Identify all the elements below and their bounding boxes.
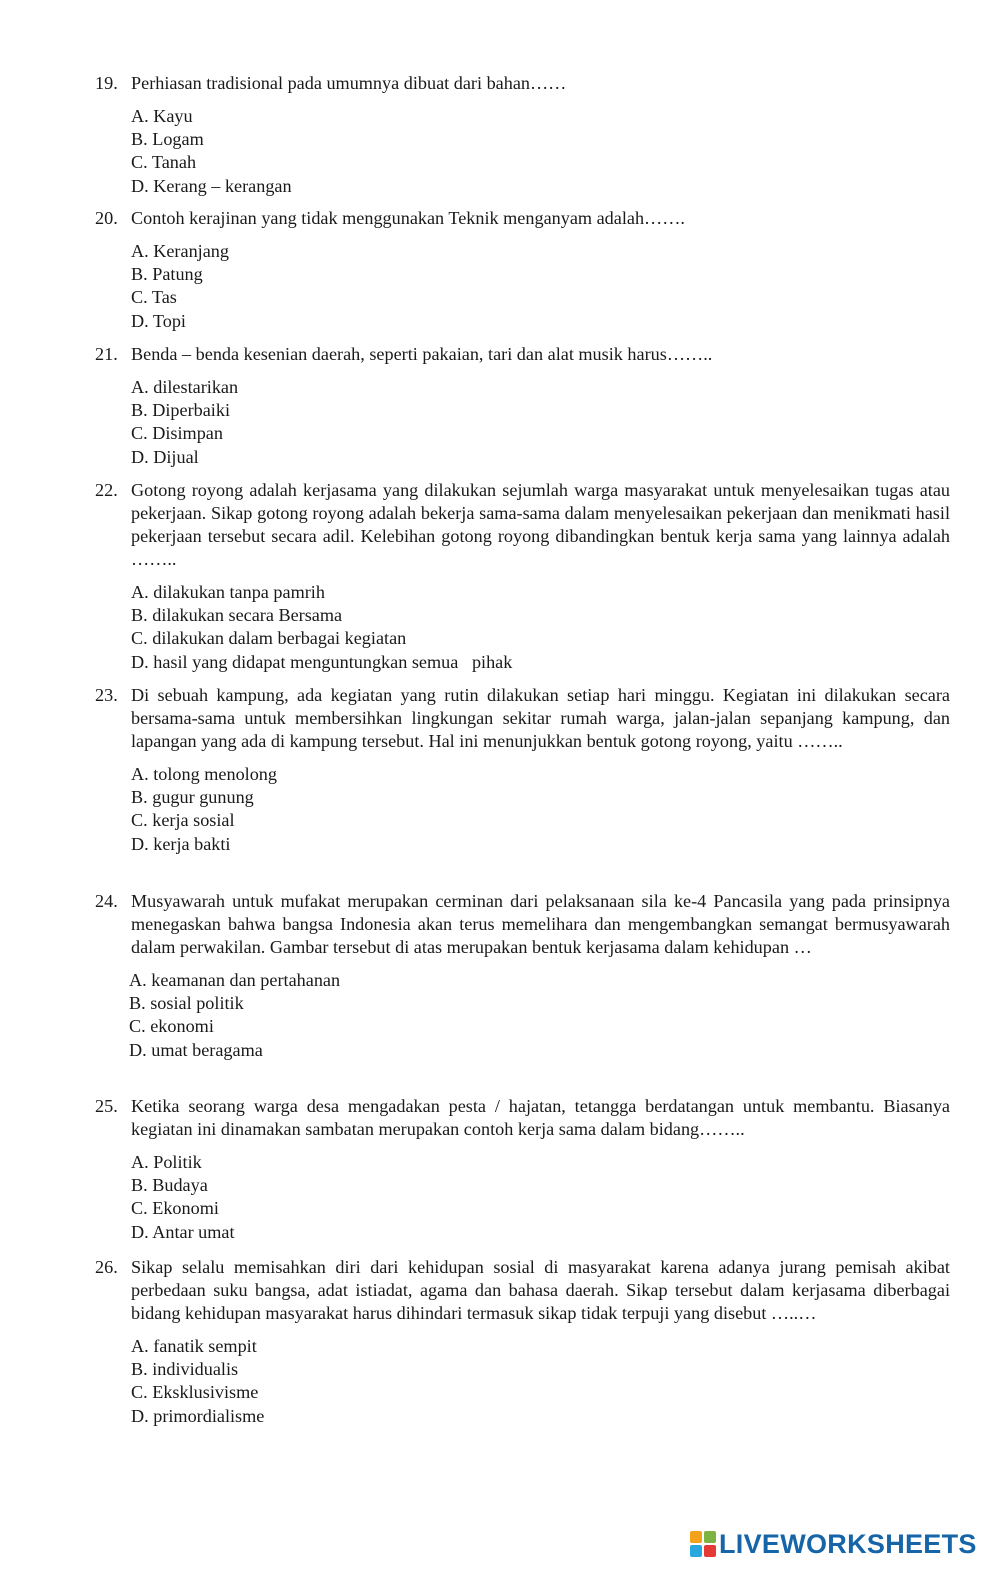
question-26 <box>0 1256 1000 1428</box>
question-25 <box>0 1095 1000 1244</box>
question-text: Ketika seorang warga desa mengadakan pesta / hajatan, tetangga berdatangan untuk membantu. Biasanya kegiatan ini dinamakan sambatan merupakan contoh kerja sama dalam bidang…….. <box>131 1096 950 1139</box>
question-stem <box>95 343 950 366</box>
answer-options <box>131 763 1000 856</box>
question-stem <box>95 1256 950 1325</box>
question-number: 22. <box>95 480 118 500</box>
question-20 <box>0 207 1000 333</box>
option-c[interactable]: C. Ekonomi <box>131 1198 219 1219</box>
option-a[interactable]: A. Keranjang <box>131 241 229 261</box>
option-b[interactable]: B. Diperbaiki <box>131 400 231 421</box>
question-23 <box>0 684 1000 856</box>
question-number: 21. <box>95 344 118 364</box>
option-d[interactable]: D. Dijual <box>131 446 199 467</box>
question-stem <box>95 1095 950 1141</box>
option-d[interactable]: D. kerja bakti <box>131 833 231 854</box>
answer-options <box>131 581 1000 674</box>
question-number: 19. <box>95 73 118 93</box>
brand-wordmark: LIVEWORKSHEETS <box>719 1528 977 1559</box>
question-number: 20. <box>95 208 118 228</box>
option-b[interactable]: B. individualis <box>131 1359 239 1380</box>
question-text: Di sebuah kampung, ada kegiatan yang rutin dilakukan setiap hari minggu. Kegiatan ini dilakukan secara bersama-sama untuk membersihkan lingkungan sekitar rumah warga, jalan-jalan sepanjang kampung, dan lapangan yang ada di kampung tersebut. Hal ini menunjukkan bentuk gotong royong, yaitu …….. <box>131 685 950 751</box>
option-a[interactable]: A. keamanan dan pertahanan <box>129 970 341 990</box>
question-19 <box>0 72 1000 198</box>
option-b[interactable]: B. Patung <box>131 264 203 285</box>
option-c[interactable]: C. kerja sosial <box>131 810 235 831</box>
question-stem <box>95 479 950 571</box>
option-c[interactable]: C. Tas <box>131 287 177 308</box>
question-stem <box>95 207 950 230</box>
option-c[interactable]: C. dilakukan dalam berbagai kegiatan <box>131 628 407 649</box>
option-c[interactable]: C. Tanah <box>131 152 197 173</box>
question-stem <box>95 684 950 753</box>
option-b[interactable]: B. Logam <box>131 129 204 150</box>
question-text: Benda – benda kesenian daerah, seperti pakaian, tari dan alat musik harus…….. <box>131 344 713 364</box>
option-a[interactable]: A. dilestarikan <box>131 377 239 397</box>
option-a[interactable]: A. fanatik sempit <box>131 1336 257 1356</box>
answer-options <box>131 1151 1000 1244</box>
logo-square-4 <box>704 1545 716 1557</box>
option-d[interactable]: D. primordialisme <box>131 1405 265 1426</box>
question-24 <box>0 890 1000 1062</box>
question-text: Contoh kerajinan yang tidak menggunakan Teknik menganyam adalah……. <box>131 208 685 228</box>
option-d[interactable]: D. Kerang – kerangan <box>131 175 292 196</box>
option-d[interactable]: D. umat beragama <box>129 1039 263 1060</box>
answer-options <box>131 376 1000 469</box>
question-number: 23. <box>95 685 118 705</box>
logo-square-3 <box>690 1545 702 1557</box>
option-c[interactable]: C. Eksklusivisme <box>131 1382 259 1403</box>
option-a[interactable]: A. Kayu <box>131 106 193 126</box>
option-b[interactable]: B. sosial politik <box>129 993 244 1014</box>
option-a[interactable]: A. dilakukan tanpa pamrih <box>131 582 325 602</box>
answer-options <box>131 105 1000 198</box>
question-stem <box>95 890 950 959</box>
logo-square-2 <box>704 1531 716 1543</box>
answer-options <box>129 969 1000 1062</box>
logo-square-1 <box>690 1531 702 1543</box>
option-b[interactable]: B. gugur gunung <box>131 787 254 808</box>
question-text: Sikap selalu memisahkan diri dari kehidupan sosial di masyarakat karena adanya jurang pemisah akibat perbedaan suku bangsa, adat istiadat, agama dan bahasa daerah. Sikap tersebut dalam kerjasama diberbagai bidang kehidupan masyarakat harus dihindari termasuk sikap tidak terpuji yang disebut …..… <box>131 1257 950 1323</box>
liveworksheets-logo-icon <box>690 1531 716 1557</box>
liveworksheets-brand <box>690 1527 977 1561</box>
answer-options <box>131 1335 1000 1428</box>
option-d[interactable]: D. Topi <box>131 310 186 331</box>
option-c[interactable]: C. Disimpan <box>131 423 223 444</box>
question-number: 25. <box>95 1096 118 1116</box>
option-a[interactable]: A. tolong menolong <box>131 764 277 784</box>
question-21 <box>0 343 1000 469</box>
question-text: Perhiasan tradisional pada umumnya dibuat dari bahan…… <box>131 73 567 93</box>
question-stem <box>95 72 950 95</box>
answer-options <box>131 240 1000 333</box>
question-22 <box>0 479 1000 674</box>
question-number: 24. <box>95 891 118 911</box>
question-number: 26. <box>95 1257 118 1277</box>
option-a[interactable]: A. Politik <box>131 1152 202 1172</box>
option-d[interactable]: D. hasil yang didapat menguntungkan semua pihak <box>131 651 513 672</box>
option-d[interactable]: D. Antar umat <box>131 1221 235 1242</box>
question-text: Gotong royong adalah kerjasama yang dilakukan sejumlah warga masyarakat untuk menyelesaikan tugas atau pekerjaan. Sikap gotong royong adalah bekerja sama-sama dalam menyelesaikan pekerjaan dan menikmati hasil pekerjaan tersebut secara adil. Kelebihan gotong royong dibandingkan bentuk kerja sama yang lainnya adalah …….. <box>131 480 950 569</box>
option-b[interactable]: B. dilakukan secara Bersama <box>131 605 343 626</box>
option-c[interactable]: C. ekonomi <box>129 1016 214 1037</box>
question-text: Musyawarah untuk mufakat merupakan cerminan dari pelaksanaan sila ke-4 Pancasila yang pada prinsipnya menegaskan bahwa bangsa Indonesia akan terus memelihara dan mengembangkan semangat bermusyawarah dalam perwakilan. Gambar tersebut di atas merupakan bentuk kerjasama dalam kehidupan … <box>131 891 950 957</box>
option-b[interactable]: B. Budaya <box>131 1175 208 1196</box>
